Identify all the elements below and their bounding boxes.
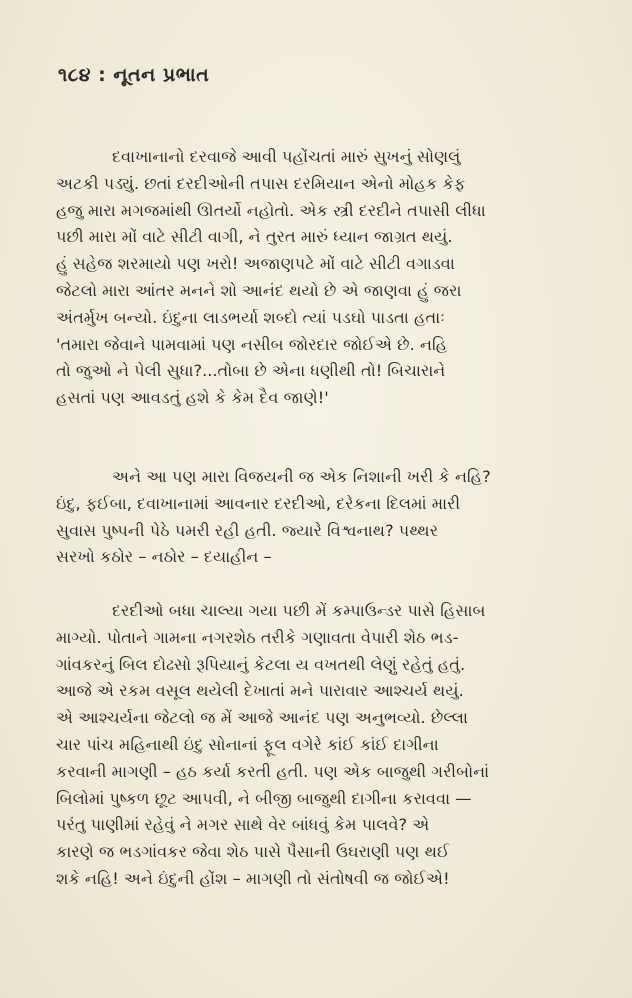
text-line: શકે નહિ! અને ઇંદુની હોંશ – માગણી તો સંતોષવી જ જોઈએ! [56,868,450,888]
header-separator: : [98,64,107,86]
text-line: ગાંવકરનું બિલ દોઢસો રૂપિયાનું કેટલા ય વખતથી લેણું રહેતું હતું. [56,654,466,674]
text-line: ઇંદુ, ફઈબા, દવાખાનામાં આવનાર દરદીઓ, દરેકના દિલમાં મારી [56,493,461,513]
text-line: દરદીઓ બધા ચાલ્યા ગયા પછી મેં કમ્પાઉન્ડર પાસે હિસાબ [112,601,486,620]
text-line: અંતર્મુખ બન્યો. ઇંદુના લાડભર્યા શબ્દો ત્યાં પડઘો પાડતા હતાઃ [56,307,445,327]
text-line: સરખો કઠોર – નઠોર – દયાહીન – [56,547,272,567]
book-title: નૂતન પ્રભાત [113,64,210,86]
text-line: પરંતુ પાણીમાં રહેવું ને મગર સાથે વેર બાંધવું કેમ પાલવે? એ [56,815,430,835]
text-line: એ આશ્ચર્યના જેટલો જ મેં આજે આનંદ પણ અનુભવ્યો. છેલ્લા [56,708,468,728]
text-line: પછી મારા મોં વાટે સીટી વાગી, ને તુરત મારું ધ્યાન જાગ્રત થયું. [56,227,453,247]
text-line: 'તમારા જેવાને પામવામાં પણ નસીબ જોરદાર જોઈએ છે. નહિ [56,334,448,354]
page-number: ૧૮૪ [58,64,92,86]
running-header [58,64,209,86]
paragraph-3 [56,598,576,893]
text-line: કારણે જ ભડગાંવકર જેવા શેઠ પાસે પૈસાની ઉઘરાણી પણ થઈ [56,842,450,862]
text-line: ચાર પાંચ મહિનાથી ઇંદુ સોનાનાં ફૂલ વગેરે કાંઈ કાંઈ દાગીના [56,734,439,754]
text-line: હસતાં પણ આવડતું હશે કે કેમ દૈવ જાણે!' [56,388,329,408]
text-line: અટકી પડ્યું. છતાં દરદીઓની તપાસ દરમિયાન એનો મોહક કેફ [56,173,466,193]
text-line: હજુ મારા મગજમાંથી ઊતર્યો નહોતો. એક સ્ત્રી દરદીને તપાસી લીધા [56,200,486,220]
text-line: સુવાસ પુષ્પની પેઠે પમરી રહી હતી. જ્યારે વિશ્વનાથ? પથ્થર [56,520,439,540]
text-line: કરવાની માગણી – હઠ કર્યા કરતી હતી. પણ એક બાજુથી ગરીબોનાં [56,761,490,781]
text-line: હું સહેજ શરમાયો પણ ખરો! અજાણપટે મોં વાટે સીટી વગાડવા [56,254,455,274]
text-line: જેટલો મારા આંતર મનને શો આનંદ થયો છે એ જાણવા હું જરા [56,280,462,300]
text-line: દવાખાનાનો દરવાજે આવી પહોંચતાં મારું સુખનું સોણલું [112,147,461,166]
text-line: આજે એ રકમ વસૂલ થયેલી દેખાતાં મને પારાવાર આશ્ચર્ય થયું. [56,681,464,701]
text-line: અને આ પણ મારા વિજયની જ એક નિશાની ખરી કે નહિ? [112,467,491,486]
paragraph-2 [56,464,576,571]
paragraph-1 [56,144,576,412]
text-line: તો જુઓ ને પેલી સુધા?...તોબા છે એના ધણીથી તો! બિચારાને [56,361,446,381]
text-line: માગ્યો. પોતાને ગામના નગરશેઠ તરીકે ગણાવતા વેપારી શેઠ ભડ- [56,627,459,647]
text-line: બિલોમાં પુષ્કળ છૂટ આપવી, ને બીજી બાજુથી દાગીના કરાવવા — [56,788,472,808]
